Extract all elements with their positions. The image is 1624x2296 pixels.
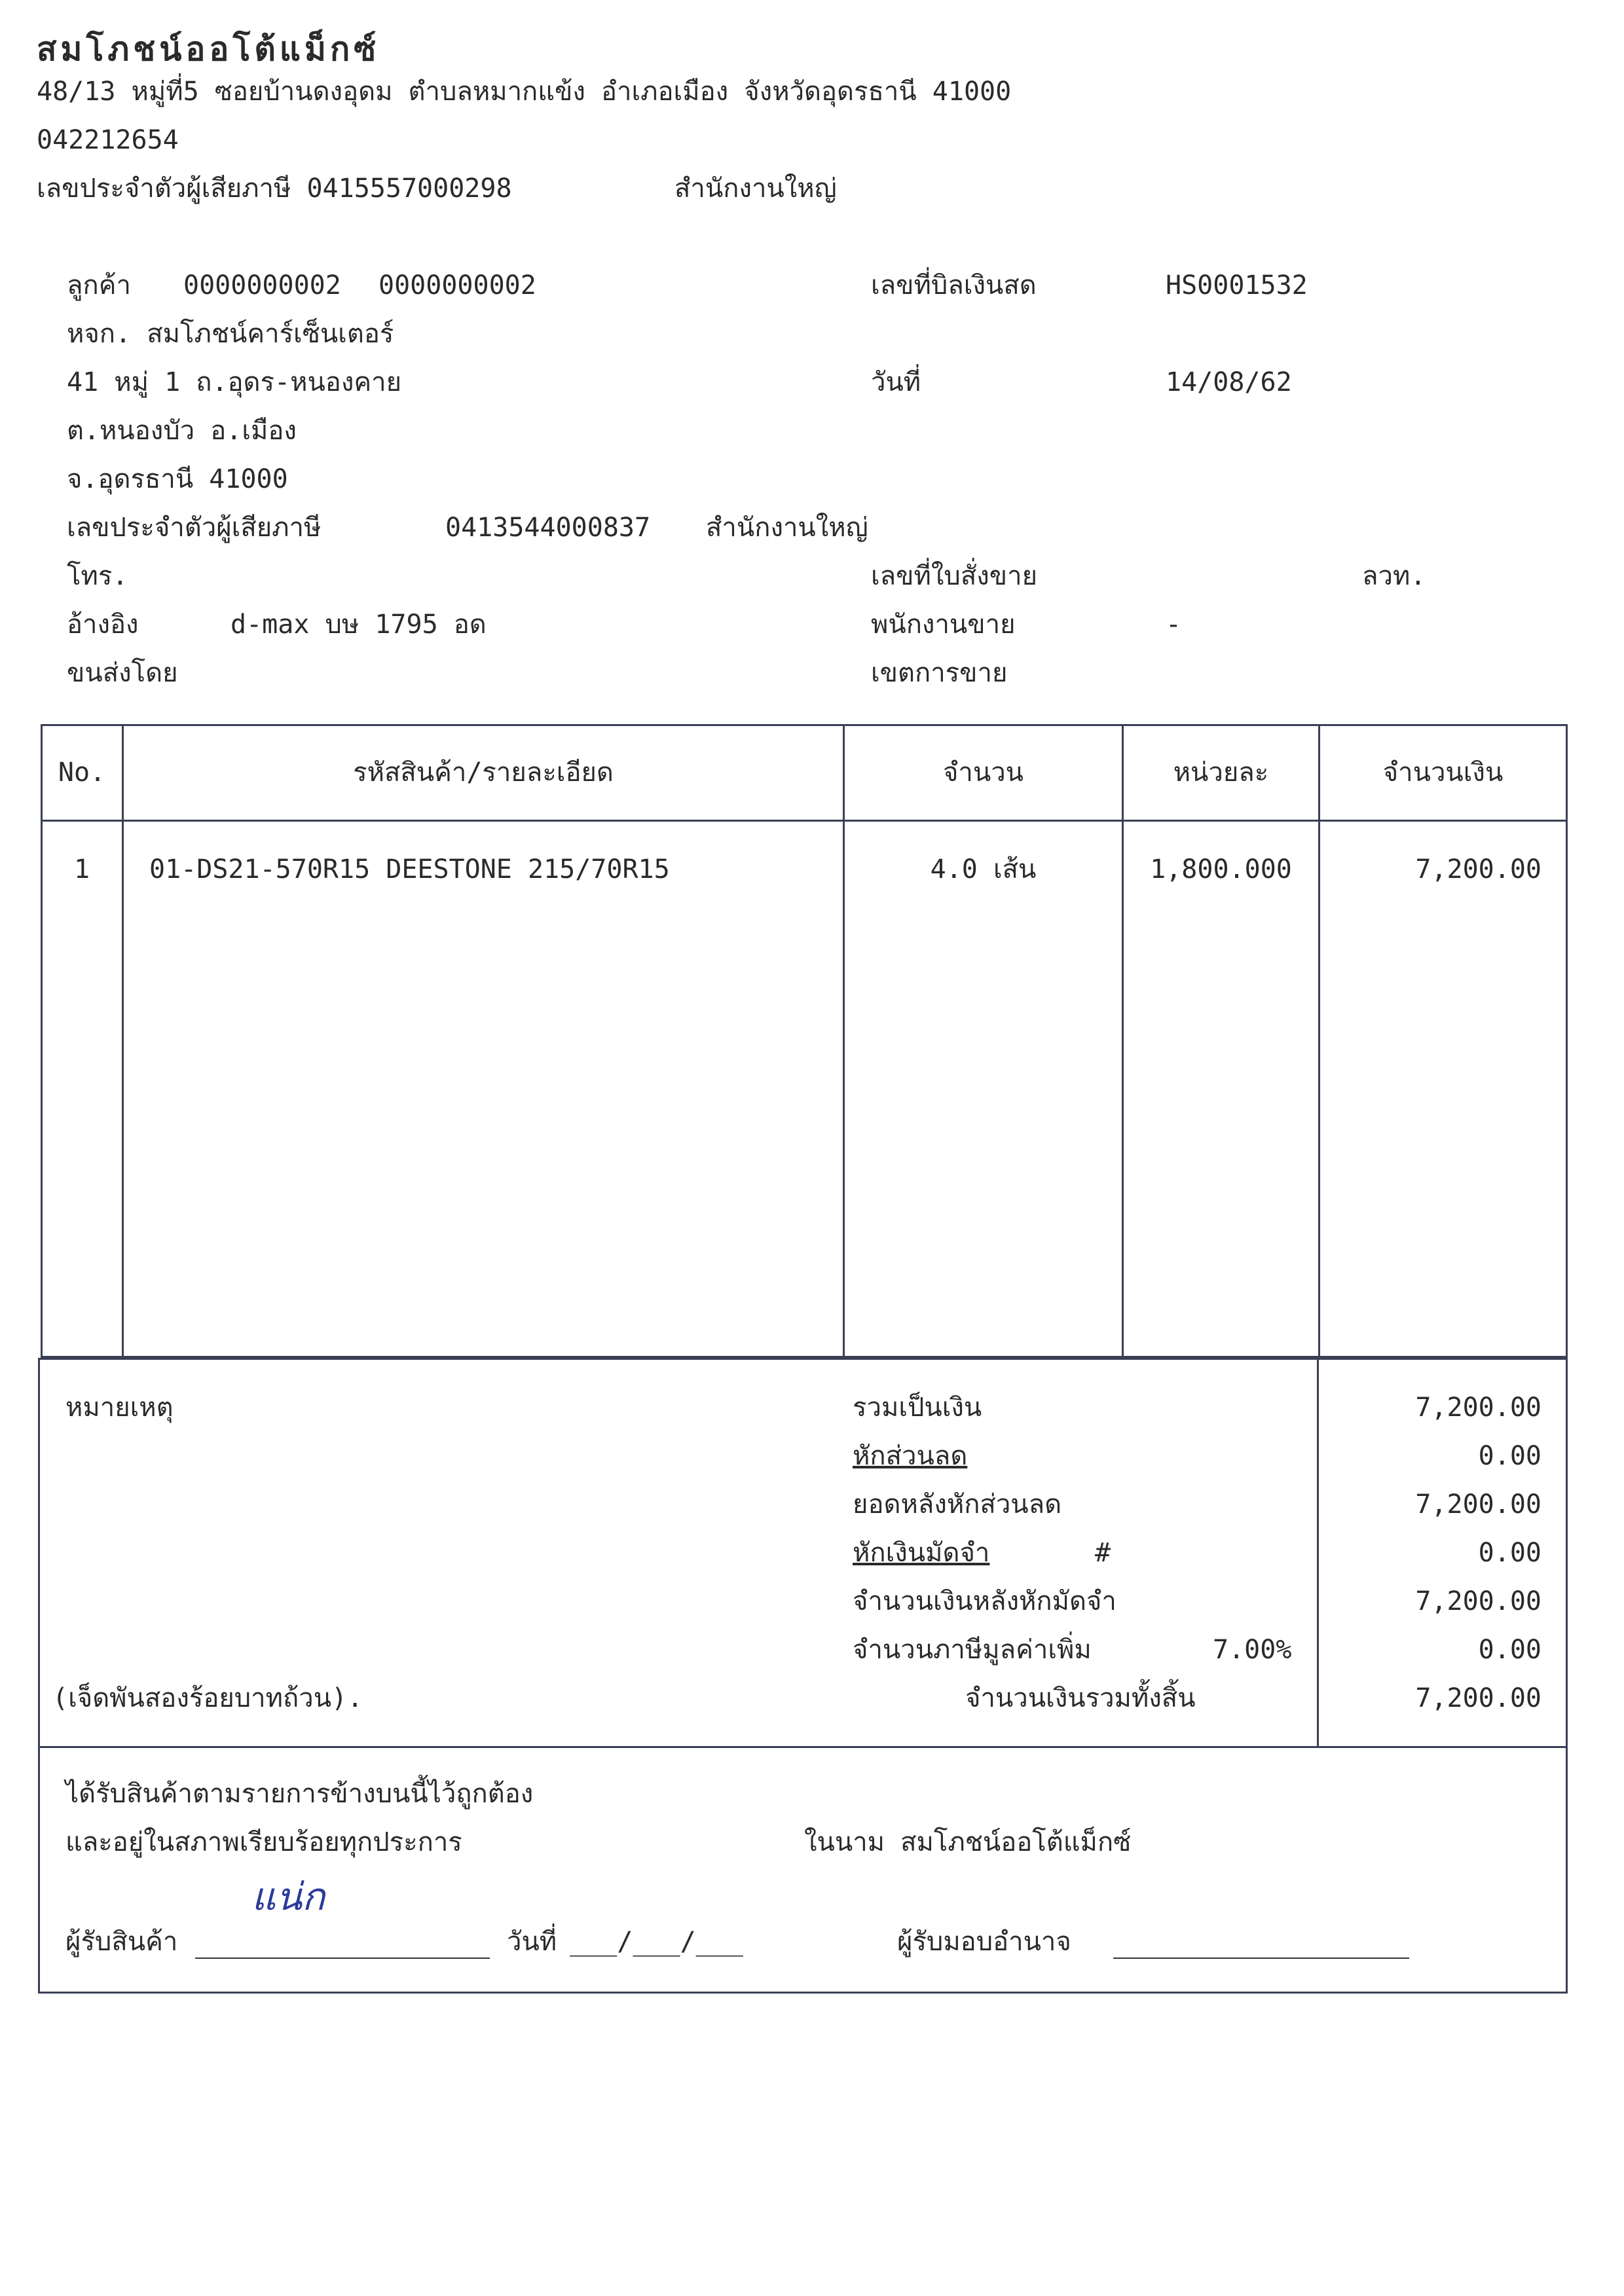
vat-rate: 7.00%	[1213, 1635, 1292, 1665]
bill-date-value: 14/08/62	[1166, 367, 1292, 397]
row-quantity: 4.0 เส้น	[930, 854, 1037, 884]
received-line-2: และอยู่ในสภาพเรียบร้อยทุกประการ	[65, 1827, 462, 1857]
reference-value: d-max บษ 1795 อด	[231, 610, 487, 640]
receive-date-label: วันที่	[507, 1927, 557, 1957]
receive-date-blank: ___/___/___	[570, 1927, 743, 1957]
customer-address-3: จ.อุดรธานี 41000	[67, 464, 288, 494]
header-amount: จำนวนเงิน	[1382, 757, 1504, 788]
reference-label: อ้างอิง	[67, 610, 139, 640]
on-behalf-of: ในนาม สมโภชน์ออโต้แม็กซ์	[804, 1827, 1132, 1857]
after-discount-value: 7,200.00	[1415, 1489, 1541, 1520]
after-deposit-value: 7,200.00	[1415, 1586, 1541, 1616]
customer-phone-label: โทร.	[67, 561, 128, 591]
customer-label: ลูกค้า	[67, 270, 131, 301]
deposit-mark: #	[1095, 1538, 1111, 1568]
col-divider	[1318, 724, 1320, 1358]
discount-value: 0.00	[1478, 1441, 1541, 1471]
remark-label: หมายเหตุ	[65, 1393, 174, 1423]
bill-number-label: เลขที่บิลเงินสด	[871, 270, 1037, 301]
customer-tax-id: 0413544000837	[445, 513, 651, 543]
col-divider	[122, 724, 124, 1358]
header-unit-price: หน่วยละ	[1173, 757, 1269, 788]
vat-label: จำนวนภาษีมูลค่าเพิ่ม	[853, 1635, 1092, 1665]
row-amount: 7,200.00	[1415, 854, 1541, 884]
after-discount-label: ยอดหลังหักส่วนลด	[853, 1489, 1062, 1520]
row-no: 1	[73, 854, 90, 884]
subtotal-value: 7,200.00	[1415, 1393, 1541, 1423]
col-divider	[843, 724, 845, 1358]
customer-tax-label: เลขประจำตัวผู้เสียภาษี	[67, 513, 322, 543]
company-tax-id: เลขประจำตัวผู้เสียภาษี 0415557000298	[37, 173, 512, 204]
deposit-label: หักเงินมัดจำ	[853, 1538, 990, 1568]
summary-divider	[1317, 1358, 1319, 1748]
salesperson-value: -	[1166, 610, 1182, 640]
bill-number-value: HS0001532	[1166, 270, 1308, 301]
items-table-header-divider	[41, 820, 1568, 822]
vat-value: 0.00	[1478, 1635, 1541, 1665]
customer-branch: สำนักงานใหญ่	[706, 513, 868, 543]
company-branch: สำนักงานใหญ่	[674, 173, 837, 204]
header-description: รหัสสินค้า/รายละเอียด	[353, 757, 614, 788]
company-phone: 042212654	[37, 125, 179, 155]
company-name: สมโภชน์ออโต้แม็กซ์	[37, 30, 380, 68]
customer-address-1: 41 หมู่ 1 ถ.อุดร-หนองคาย	[67, 367, 402, 397]
sales-order-suffix: ลวท.	[1362, 561, 1426, 591]
salesperson-label: พนักงานขาย	[871, 610, 1016, 640]
company-address: 48/13 หมู่ที่5 ซอยบ้านดงอุดม ตำบลหมากแข้ง อำเภอเมือง จังหวัดอุดรธานี 41000	[37, 77, 1012, 107]
authorized-signature-line	[1113, 1958, 1409, 1959]
row-unit-price: 1,800.000	[1150, 854, 1292, 884]
col-divider	[1122, 724, 1124, 1358]
amount-in-words: (เจ็ดพันสองร้อยบาทถ้วน).	[52, 1683, 363, 1713]
signature-text: แน่ก	[251, 1874, 325, 1919]
received-line-1: ได้รับสินค้าตามรายการข้างบนนี้ไว้ถูกต้อง	[65, 1779, 534, 1809]
authorized-label: ผู้รับมอบอำนาจ	[897, 1927, 1071, 1957]
customer-address-2: ต.หนองบัว อ.เมือง	[67, 416, 297, 446]
receiver-label: ผู้รับสินค้า	[65, 1927, 178, 1957]
deposit-value: 0.00	[1478, 1538, 1541, 1568]
grand-total-label: จำนวนเงินรวมทั้งสิ้น	[965, 1683, 1196, 1713]
customer-name: หจก. สมโภชน์คาร์เซ็นเตอร์	[67, 319, 394, 349]
customer-code-1: 0000000002	[183, 270, 341, 301]
shipping-label: ขนส่งโดย	[67, 658, 178, 688]
after-deposit-label: จำนวนเงินหลังหักมัดจำ	[853, 1586, 1116, 1616]
header-no: No.	[58, 757, 106, 788]
customer-code-2: 0000000002	[378, 270, 536, 301]
receiver-signature	[251, 1874, 325, 1919]
bill-date-label: วันที่	[871, 367, 921, 397]
sales-area-label: เขตการขาย	[871, 658, 1008, 688]
discount-label: หักส่วนลด	[853, 1441, 968, 1471]
receiver-signature-line	[195, 1958, 490, 1959]
header-quantity: จำนวน	[942, 757, 1024, 788]
grand-total-value: 7,200.00	[1415, 1683, 1541, 1713]
sales-order-label: เลขที่ใบสั่งขาย	[871, 561, 1038, 591]
row-description: 01-DS21-570R15 DEESTONE 215/70R15	[149, 854, 670, 884]
subtotal-label: รวมเป็นเงิน	[853, 1393, 982, 1423]
